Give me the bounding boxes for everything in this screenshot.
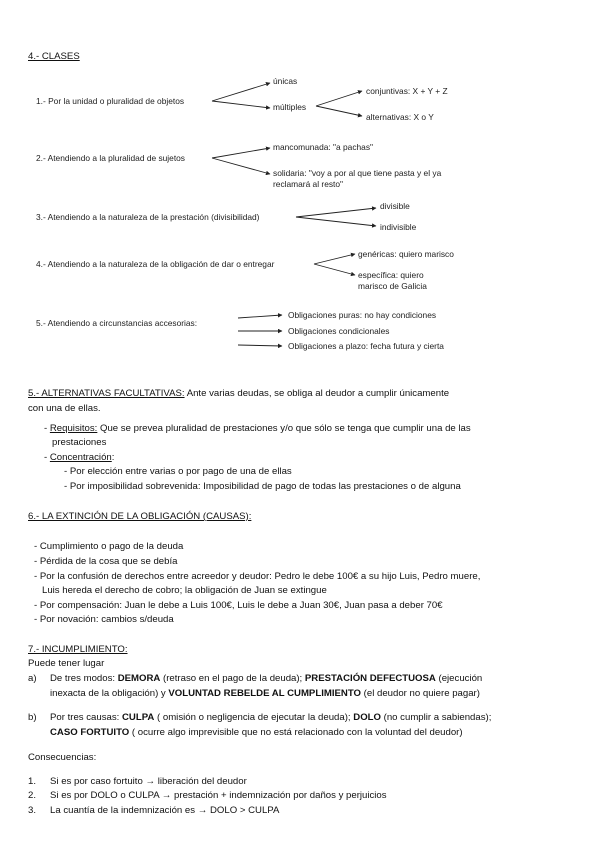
consecuencia-2-text: Si es por DOLO o CULPA → prestación + indemnización por daños y perjuicios — [50, 790, 387, 801]
class-5-plazo: Obligaciones a plazo: fecha futura y cierta — [288, 341, 444, 351]
voluntad-rebelde-term: VOLUNTAD REBELDE AL CUMPLIMIENTO — [168, 688, 361, 699]
class-1-alternativas: alternativas: X o Y — [366, 112, 434, 122]
item-a-line2 — [50, 688, 480, 699]
extincion-item-5: - Por novación: cambios s/deuda — [34, 614, 174, 625]
class-1-multiples: múltiples — [273, 102, 307, 112]
concentracion-label: Concentración — [49, 452, 112, 463]
item-b-line1 — [50, 712, 491, 723]
item-a-text-2: (retraso en el pago de la deuda); — [160, 673, 305, 684]
item-b-text-2: ( omisión o negligencia de ejecutar la deuda); — [154, 712, 354, 723]
section-5-intro-text: Ante varias deudas, se obliga al deudor a cumplir únicamente — [184, 388, 450, 399]
item-a-text-5: (el deudor no quiere pagar) — [361, 688, 480, 699]
class-3-divisible: divisible — [380, 201, 410, 211]
class-5-condicionales: Obligaciones condicionales — [288, 326, 390, 336]
extincion-item-4: - Por compensación: Juan le debe a Luis 100€, Luis le debe a Juan 30€, Juan pasa a deber 70€ — [34, 600, 443, 611]
arrow-divisible — [296, 208, 376, 217]
class-4-genericas: genéricas: quiero marisco — [358, 249, 454, 259]
class-4-especifica-line2: marisco de Galicia — [358, 281, 427, 291]
arrow-mancomunada — [212, 148, 270, 158]
concentracion-item-1: - Por elección entre varias o por pago de una de ellas — [64, 466, 292, 477]
section-4-title: 4.- CLASES — [28, 51, 80, 62]
class-5-label: 5.- Atendiendo a circunstancias accesorias: — [36, 318, 198, 328]
section-6-title: 6.- LA EXTINCIÓN DE LA OBLIGACIÓN (CAUSAS): — [28, 511, 252, 522]
concentracion-heading: - Concentración: — [44, 452, 115, 463]
dolo-term: DOLO — [353, 712, 381, 723]
item-b-marker: b) — [28, 712, 37, 723]
item-a-text-3: (ejecución — [435, 673, 483, 684]
class-1-conjuntivas: conjuntivas: X + Y + Z — [366, 86, 448, 96]
arrow-solidaria — [212, 158, 270, 174]
section-7-title: 7.- INCUMPLIMIENTO: — [28, 644, 128, 655]
requisitos-line1: - Requisitos: Que se prevea pluralidad de prestaciones y/o que sólo se tenga que cumplir una de las — [44, 423, 471, 434]
prestacion-defectuosa-term: PRESTACIÓN DEFECTUOSA — [304, 673, 436, 684]
culpa-term: CULPA — [121, 712, 155, 723]
extincion-item-3-cont: Luis hereda el derecho de cobro; la obligación de Juan se extingue — [42, 585, 327, 596]
class-1-label: 1.- Por la unidad o pluralidad de objetos — [36, 96, 185, 106]
item-a-text-1: De tres modos: — [50, 673, 118, 684]
consecuencia-3-text: La cuantía de la indemnización es → DOLO > CULPA — [50, 805, 280, 816]
concentracion-item-2: - Por imposibilidad sobrevenida: Imposibilidad de pago de todas las prestaciones o de alguna — [64, 481, 461, 492]
item-b-text-1: Por tres causas: — [50, 712, 122, 723]
consecuencia-3-number: 3. — [28, 805, 37, 816]
arrow-puras — [238, 315, 282, 318]
incumplimiento-intro: Puede tener lugar — [28, 658, 105, 669]
consecuencia-2-number: 2. — [28, 790, 37, 801]
extincion-item-2: - Pérdida de la cosa que se debía — [34, 556, 178, 567]
class-1-unicas: únicas — [273, 76, 298, 86]
section-5-title: 5.- ALTERNATIVAS FACULTATIVAS: — [28, 388, 185, 399]
arrow-genericas — [314, 254, 355, 264]
item-a-marker: a) — [28, 673, 37, 684]
concentracion-colon: : — [111, 452, 115, 463]
class-2-mancomunada: mancomunada: "a pachas" — [273, 142, 373, 152]
section-5-intro-line1 — [28, 388, 449, 399]
section-5-intro-line2: con una de ellas. — [28, 403, 101, 414]
class-2-solidaria-line1: solidaria: "voy a por al que tiene pasta y el ya — [273, 168, 442, 178]
arrow-indivisible — [296, 217, 376, 226]
item-b-text-4: ( ocurre algo imprevisible que no está relacionado con la voluntad del deudor) — [129, 727, 463, 738]
item-b-line2 — [50, 727, 463, 738]
class-5-puras: Obligaciones puras: no hay condiciones — [288, 310, 437, 320]
class-4-especifica-line1: específica: quiero — [358, 270, 424, 280]
class-2-label: 2.- Atendiendo a la pluralidad de sujetos — [36, 153, 185, 163]
extincion-item-1: - Cumplimiento o pago de la deuda — [34, 541, 184, 552]
requisitos-label: Requisitos: — [49, 423, 98, 434]
caso-fortuito-term: CASO FORTUITO — [50, 727, 130, 738]
extincion-item-3: - Por la confusión de derechos entre acreedor y deudor: Pedro le debe 100€ a su hijo Luis, Pedro muere, — [34, 571, 481, 582]
arrow-plazo — [238, 345, 282, 346]
item-a-line1 — [50, 673, 482, 684]
arrow-alternativas — [316, 106, 362, 116]
requisitos-text: Que se prevea pluralidad de prestaciones y/o que sólo se tenga que cumplir una de las — [97, 423, 471, 434]
class-4-label: 4.- Atendiendo a la naturaleza de la obligación de dar o entregar — [36, 259, 275, 269]
arrow-especifica — [314, 264, 355, 275]
class-3-label: 3.- Atendiendo a la naturaleza de la prestación (divisibilidad) — [36, 212, 260, 222]
arrow-multiples — [212, 101, 270, 108]
requisitos-line2: prestaciones — [52, 437, 107, 448]
arrow-unicas — [212, 83, 270, 101]
item-b-text-3: (no cumplir a sabiendas); — [380, 712, 492, 723]
consecuencias-heading: Consecuencias: — [28, 752, 97, 763]
consecuencia-1-number: 1. — [28, 776, 37, 787]
class-3-indivisible: indivisible — [380, 222, 417, 232]
consecuencia-1-text: Si es por caso fortuito → liberación del deudor — [50, 776, 247, 787]
arrow-conjuntivas — [316, 91, 362, 106]
class-2-solidaria-line2: reclamará al resto" — [273, 179, 343, 189]
item-a-text-4: inexacta de la obligación) y — [50, 688, 169, 699]
demora-term: DEMORA — [117, 673, 161, 684]
